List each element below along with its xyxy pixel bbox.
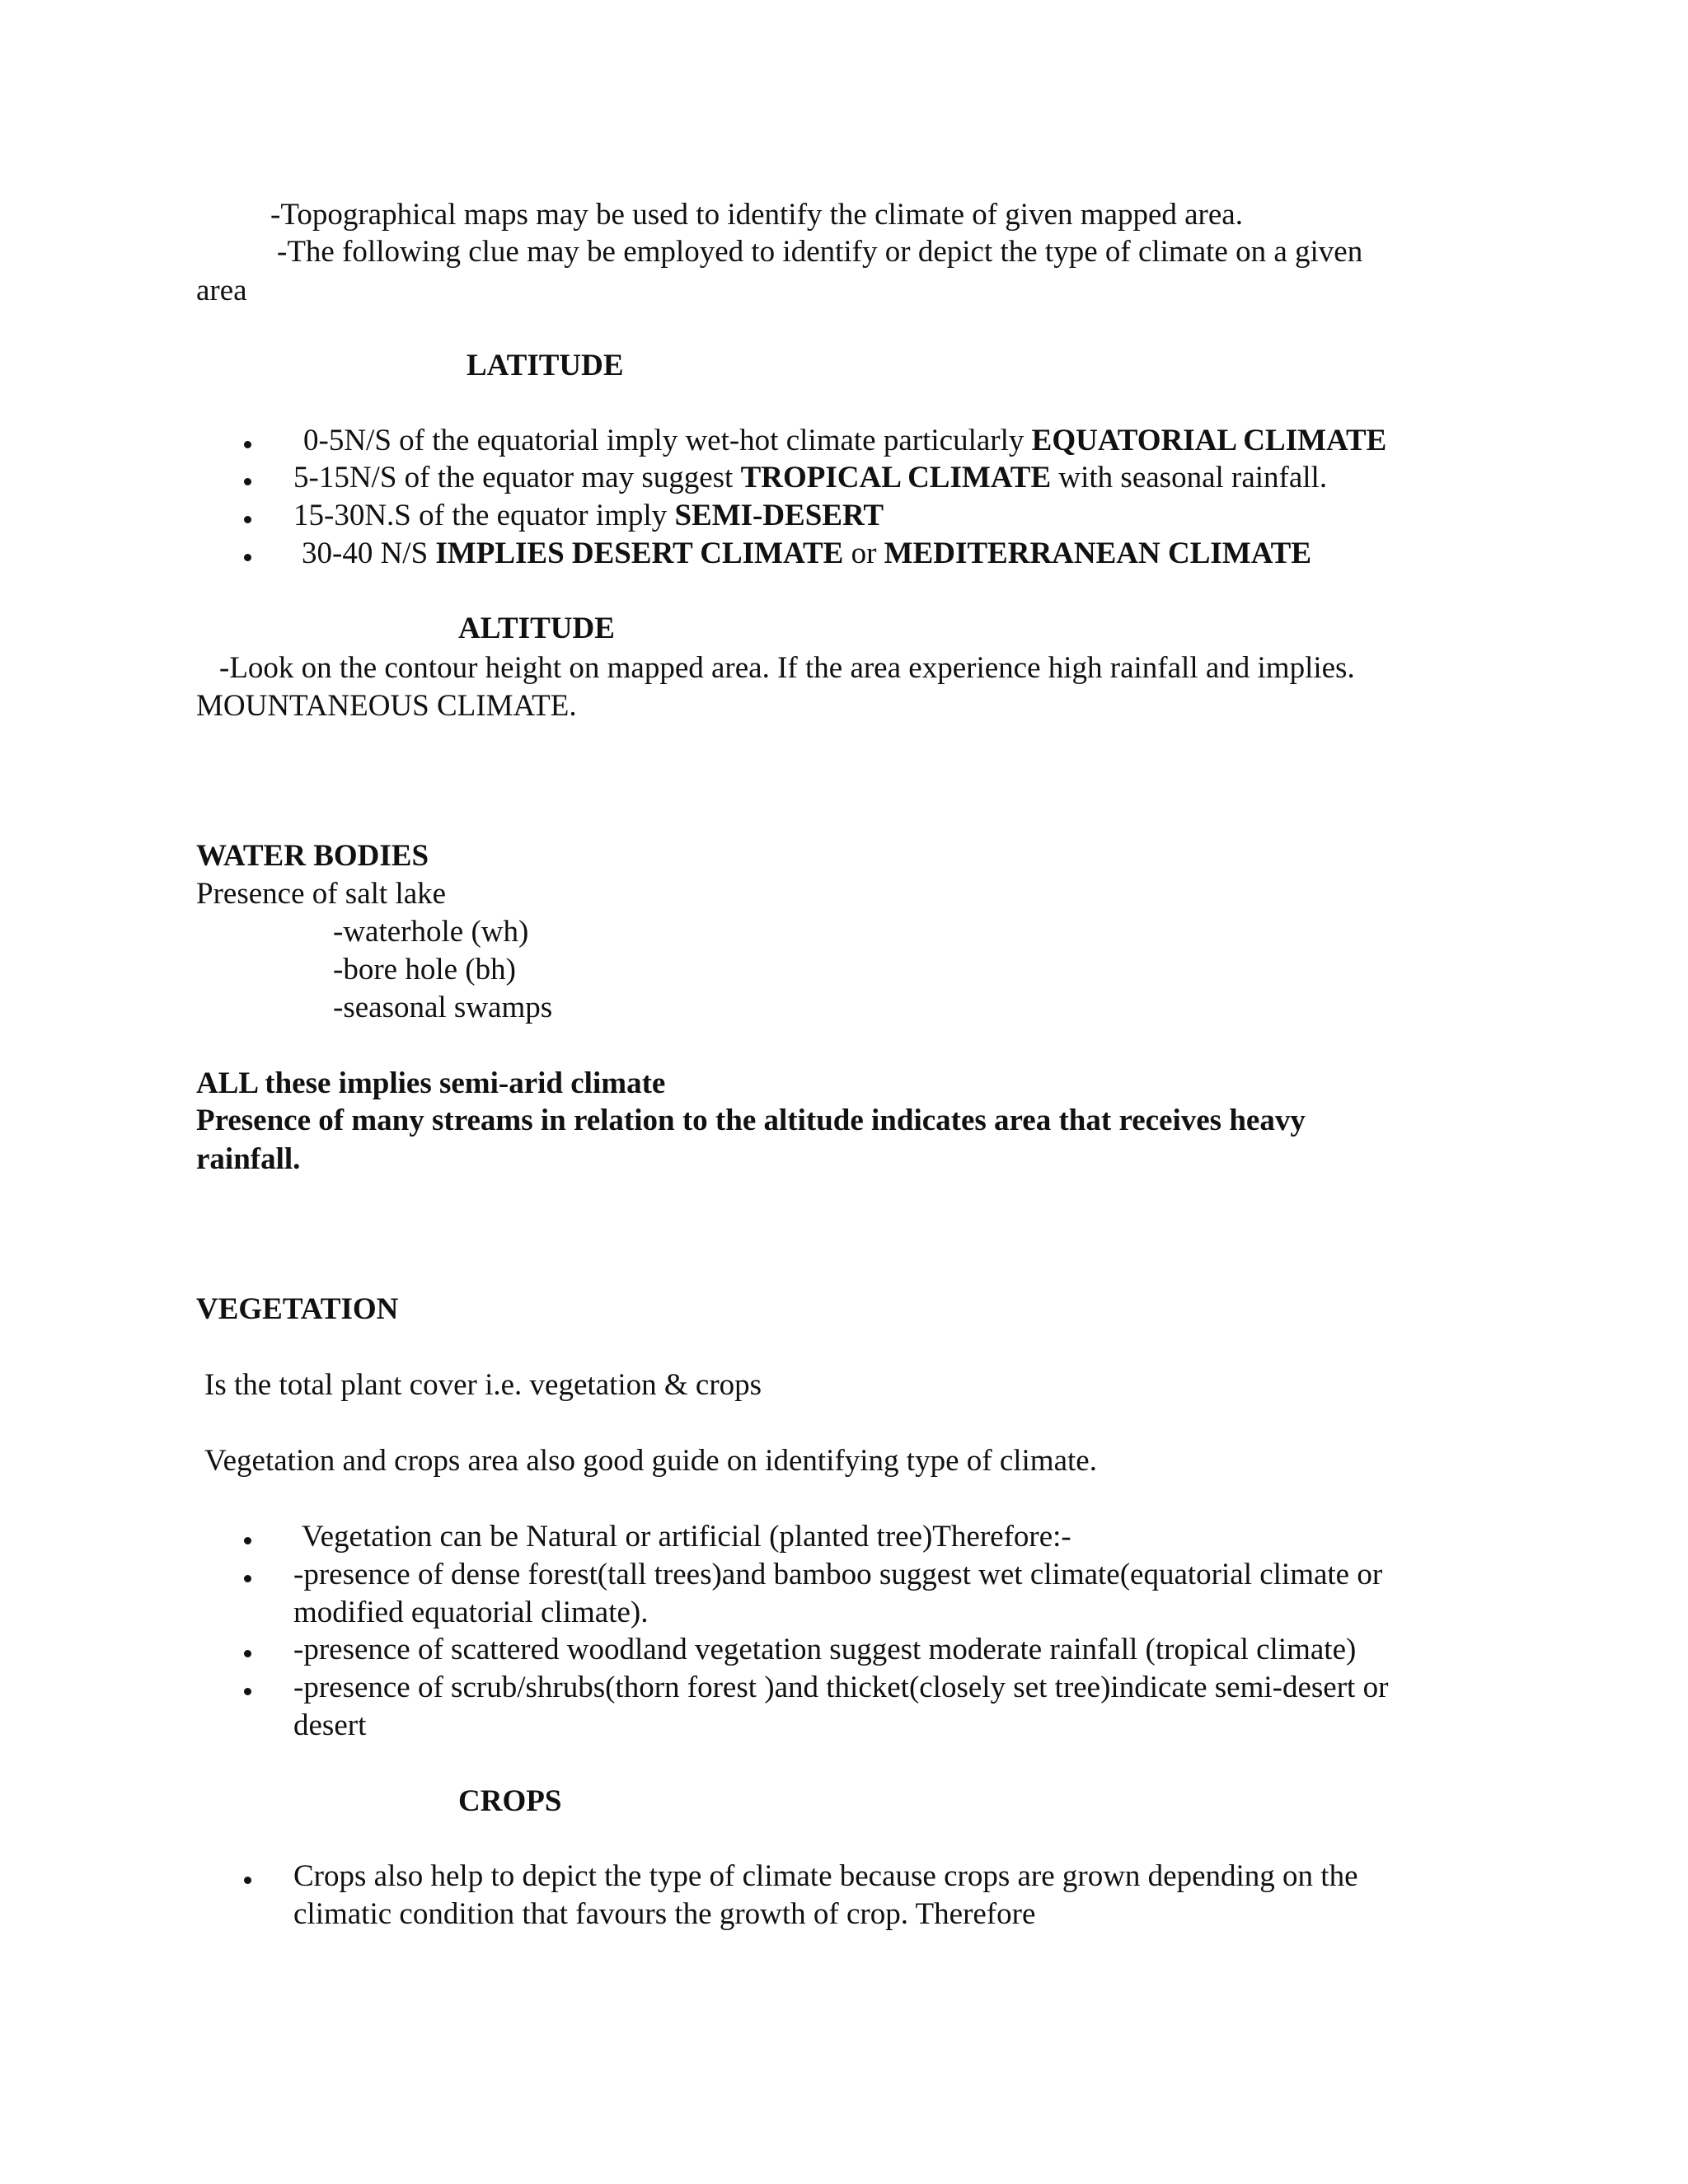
altitude-line-1: -Look on the contour height on mapped area. If the area experience high rainfall and implies. [219,651,1355,685]
intro-line-1: -Topographical maps may be used to identify the climate of given mapped area. [270,198,1243,232]
list-item-continuation: climatic condition that favours the growth of crop. Therefore [293,1897,1036,1931]
list-item-continuation: desert [293,1708,367,1742]
water-bodies-sub-item: -bore hole (bh) [333,953,516,987]
water-bodies-sub-item: -waterhole (wh) [333,915,529,949]
bullet-icon [244,1537,251,1544]
water-bodies-bold-1: ALL these implies semi-arid climate [196,1066,666,1100]
vegetation-line-1: Is the total plant cover i.e. vegetation & crops [204,1368,762,1402]
bullet-icon [244,478,251,485]
list-item: 5-15N/S of the equator may suggest TROPICAL CLIMATE with seasonal rainfall. [293,461,1328,494]
altitude-heading: ALTITUDE [458,612,615,645]
bullet-icon [244,1688,251,1695]
bullet-icon [244,1575,251,1582]
bullet-icon [244,1877,251,1884]
list-item: -presence of scrub/shrubs(thorn forest )and thicket(closely set tree)indicate semi-desert or [293,1671,1389,1704]
list-item: 0-5N/S of the equatorial imply wet-hot climate particularly EQUATORIAL CLIMATE [303,424,1387,457]
bullet-icon [244,441,251,448]
bullet-icon [244,1650,251,1657]
list-item: Crops also help to depict the type of climate because crops are grown depending on the [293,1859,1358,1893]
intro-line-2: -The following clue may be employed to identify or depict the type of climate on a given [277,235,1363,269]
intro-line-3: area [196,274,247,307]
water-bodies-bold-3: rainfall. [196,1142,301,1176]
crops-heading: CROPS [458,1784,562,1818]
list-item: 15-30N.S of the equator imply SEMI-DESERT [293,499,884,532]
bullet-icon [244,516,251,523]
list-item: -presence of scattered woodland vegetation suggest moderate rainfall (tropical climate) [293,1633,1357,1666]
bullet-icon [244,554,251,561]
list-item: -presence of dense forest(tall trees)and bamboo suggest wet climate(equatorial climate or [293,1558,1383,1591]
list-item: 30-40 N/S IMPLIES DESERT CLIMATE or MEDITERRANEAN CLIMATE [302,537,1312,570]
water-bodies-line-1: Presence of salt lake [196,877,447,911]
water-bodies-sub-item: -seasonal swamps [333,991,553,1024]
water-bodies-bold-2: Presence of many streams in relation to the altitude indicates area that receives heavy [196,1104,1306,1137]
vegetation-heading: VEGETATION [196,1292,399,1326]
altitude-line-2: MOUNTANEOUS CLIMATE. [196,689,577,723]
list-item-continuation: modified equatorial climate). [293,1596,649,1629]
latitude-heading: LATITUDE [467,349,624,382]
vegetation-line-2: Vegetation and crops area also good guide on identifying type of climate. [204,1444,1097,1478]
list-item: Vegetation can be Natural or artificial (planted tree)Therefore:- [302,1520,1071,1554]
water-bodies-heading: WATER BODIES [196,839,429,873]
